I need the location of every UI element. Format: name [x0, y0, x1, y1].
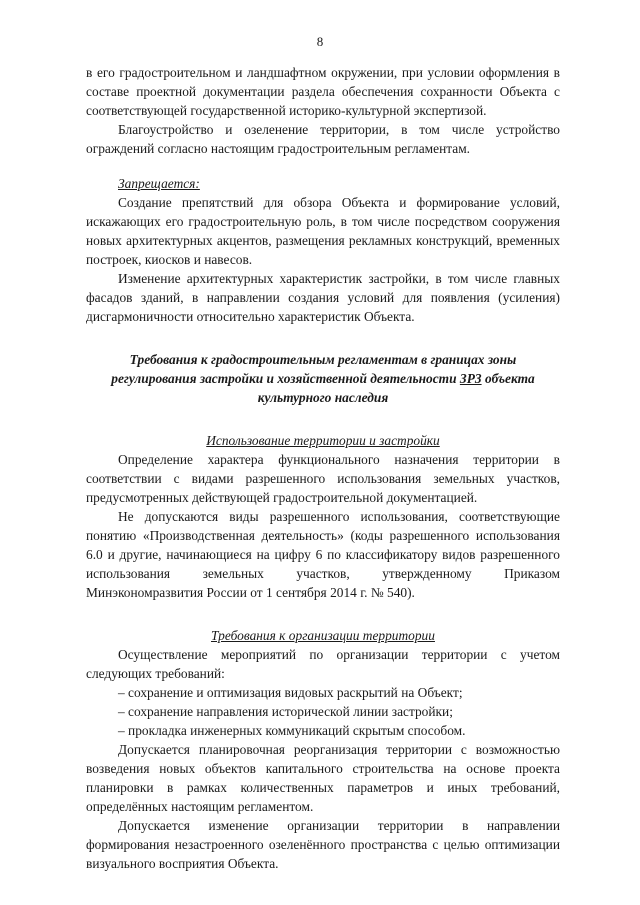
paragraph-4: Изменение архитектурных характеристик застройки, в том числе главных фасадов зданий, в направлении создания условий для появления (усиления) дисгармоничности относительно характеристик Объекта. — [86, 271, 560, 324]
paragraph-9: Допускается изменение организации территории в направлении формирования незастроенного озеленённого пространства с целью оптимизации визуального восприятия Объекта. — [86, 818, 560, 871]
list-item: – прокладка инженерных коммуникаций скрытым способом. — [118, 723, 466, 738]
paragraph-3: Создание препятствий для обзора Объекта и формирование условий, искажающих его градостроительную роль, в том числе посредством сооружения новых архитектурных акцентов, размещения рекламных конструкций, временных построек, киосков и навесов. — [86, 195, 560, 267]
paragraph-6: Не допускаются виды разрешенного использования, соответствующие понятию «Производственная деятельность» (коды разрешенного использования 6.0 и другие, начинающиеся на цифру 6 по классификатору видов разрешенного использования земельных участков, утвержденному Приказом Минэкономразвития России от 1 сентября 2014 г. № 540). — [86, 509, 560, 600]
page-number: 8 — [316, 34, 324, 49]
section-title-part1: Требования к градостроительным регламентам в границах зоны регулирования застройки и хозяйственной деятельности — [111, 352, 517, 386]
paragraph-5: Определение характера функционального назначения территории в соответствии с видами разрешенного использования земельных участков, предусмотренных действующей градостроительной документацией. — [86, 452, 560, 505]
section-title-part2: объекта культурного наследия — [257, 371, 535, 405]
subtitle-organization: Требования к организации территории — [211, 628, 435, 643]
paragraph-1: в его градостроительном и ландшафтном окружении, при условии оформления в составе проектной документации раздела обеспечения сохранности Объекта с соответствующей государственной историко-культурной экспертизой. — [86, 65, 560, 118]
list-item: – сохранение направления исторической линии застройки; — [118, 704, 453, 719]
section-title — [86, 350, 560, 407]
section-title-zone: ЗР3 — [459, 371, 482, 386]
paragraph-2: Благоустройство и озеленение территории, в том числе устройство ограждений согласно настоящим градостроительным регламентам. — [86, 122, 560, 156]
subtitle-land-use: Использование территории и застройки — [206, 433, 440, 448]
forbidden-heading: Запрещается: — [118, 176, 200, 191]
document-body — [86, 63, 560, 873]
paragraph-8: Допускается планировочная реорганизация территории с возможностью возведения новых объектов капитального строительства на основе проекта планировки в рамках количественных параметров и иных требований, определённых настоящим регламентом. — [86, 742, 560, 814]
paragraph-7: Осуществление мероприятий по организации территории с учетом следующих требований: — [86, 647, 560, 681]
list-item: – сохранение и оптимизация видовых раскрытий на Объект; — [118, 685, 463, 700]
